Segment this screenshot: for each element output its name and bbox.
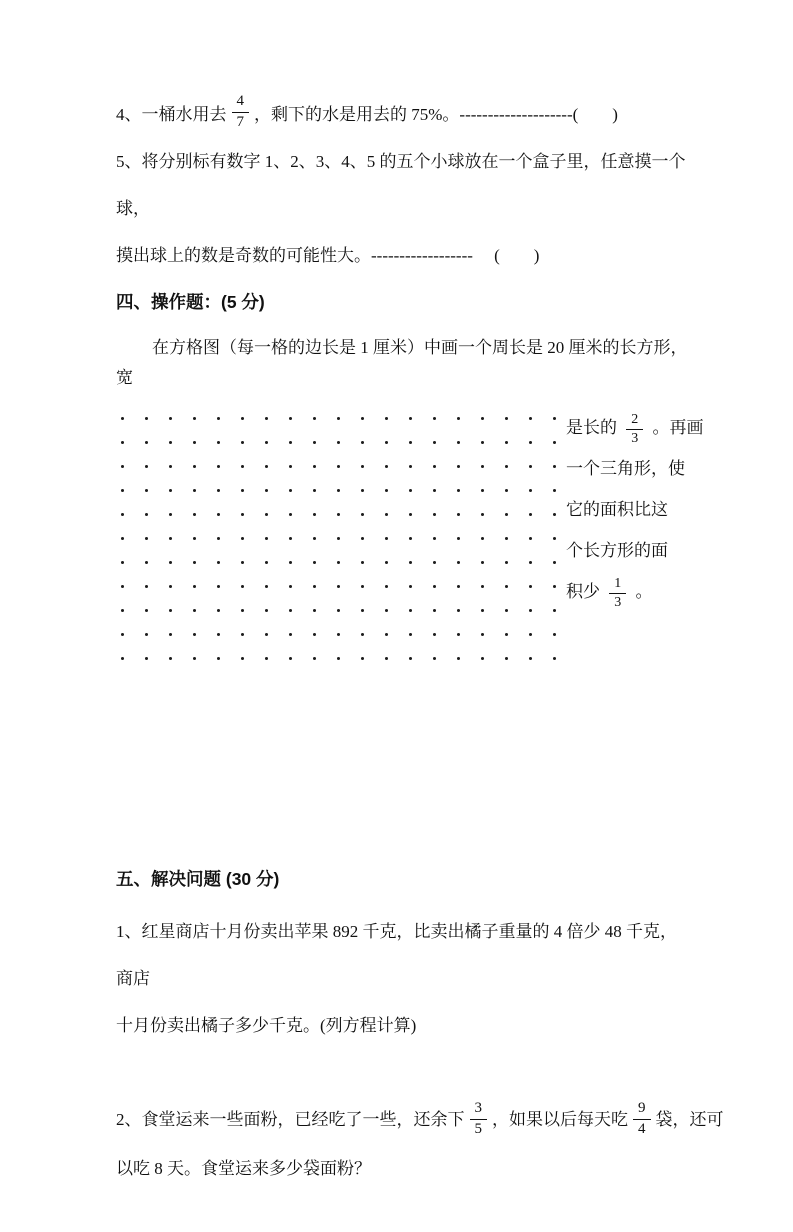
grid-dot bbox=[265, 633, 268, 636]
grid-dot bbox=[409, 609, 412, 612]
dot-grid bbox=[121, 417, 556, 660]
grid-dot bbox=[241, 585, 244, 588]
grid-dot bbox=[145, 489, 148, 492]
grid-dot bbox=[121, 609, 124, 612]
grid-dot bbox=[409, 417, 412, 420]
grid-dot bbox=[481, 585, 484, 588]
grid-dot bbox=[457, 561, 460, 564]
grid-dot bbox=[433, 657, 436, 660]
fraction-numerator: 9 bbox=[633, 1100, 651, 1119]
grid-dot bbox=[337, 417, 340, 420]
grid-dot bbox=[529, 609, 532, 612]
grid-dot bbox=[409, 633, 412, 636]
operation-area bbox=[116, 411, 704, 660]
grid-dot bbox=[241, 441, 244, 444]
grid-dot bbox=[457, 441, 460, 444]
grid-dot bbox=[385, 657, 388, 660]
grid-dot bbox=[217, 417, 220, 420]
grid-dot bbox=[529, 537, 532, 540]
grid-dot bbox=[529, 585, 532, 588]
question-4-text-post: ，剩下的水是用去的 75%。--------------------( ) bbox=[254, 104, 618, 124]
grid-dot bbox=[361, 633, 364, 636]
grid-dot bbox=[433, 609, 436, 612]
grid-dot bbox=[457, 489, 460, 492]
grid-dot bbox=[289, 609, 292, 612]
question-4-text-pre: 4、一桶水用去 bbox=[116, 104, 227, 124]
grid-dot bbox=[481, 537, 484, 540]
grid-dot bbox=[289, 417, 292, 420]
section-4-heading: 四、操作题：(5 分) bbox=[116, 292, 265, 312]
side-line-3: 它的面积比这 bbox=[566, 500, 668, 519]
grid-dot bbox=[337, 489, 340, 492]
problem-2-text-pre: 2、食堂运来一些面粉，已经吃了一些，还余下 bbox=[116, 1109, 465, 1129]
grid-dot bbox=[409, 513, 412, 516]
grid-dot bbox=[169, 609, 172, 612]
grid-dot bbox=[217, 489, 220, 492]
grid-dot bbox=[433, 465, 436, 468]
grid-dot bbox=[529, 441, 532, 444]
grid-dot bbox=[289, 537, 292, 540]
grid-dot bbox=[433, 585, 436, 588]
grid-dot bbox=[145, 513, 148, 516]
grid-dot bbox=[337, 561, 340, 564]
grid-dot bbox=[193, 537, 196, 540]
grid-dot bbox=[217, 657, 220, 660]
operation-side-text bbox=[566, 407, 704, 660]
grid-dot bbox=[121, 561, 124, 564]
grid-dot bbox=[553, 657, 556, 660]
grid-dot bbox=[121, 513, 124, 516]
grid-dot bbox=[169, 561, 172, 564]
grid-dot bbox=[337, 537, 340, 540]
grid-dot bbox=[265, 657, 268, 660]
grid-dot bbox=[145, 441, 148, 444]
grid-dot bbox=[121, 441, 124, 444]
grid-dot bbox=[433, 417, 436, 420]
grid-dot bbox=[505, 465, 508, 468]
fraction-denominator: 3 bbox=[631, 430, 639, 446]
grid-dot bbox=[121, 585, 124, 588]
problem-1-line-1: 1、红星商店十月份卖出苹果 892 千克，比卖出橘子重量的 4 倍少 48 千克，商店 bbox=[116, 922, 677, 988]
grid-dot bbox=[241, 657, 244, 660]
grid-dot bbox=[313, 609, 316, 612]
grid-dot bbox=[433, 441, 436, 444]
grid-dot bbox=[505, 657, 508, 660]
fraction-numerator: 3 bbox=[470, 1100, 488, 1119]
fraction-denominator: 7 bbox=[236, 113, 244, 130]
grid-dot bbox=[193, 465, 196, 468]
grid-dot bbox=[313, 657, 316, 660]
grid-dot bbox=[505, 537, 508, 540]
question-5 bbox=[116, 138, 693, 279]
grid-dot bbox=[529, 417, 532, 420]
fraction-9-4 bbox=[633, 1100, 651, 1138]
grid-dot bbox=[337, 465, 340, 468]
grid-dot bbox=[481, 561, 484, 564]
grid-dot bbox=[265, 585, 268, 588]
grid-dot bbox=[385, 513, 388, 516]
grid-dot bbox=[121, 489, 124, 492]
grid-dot bbox=[481, 513, 484, 516]
grid-dot bbox=[121, 417, 124, 420]
grid-dot bbox=[217, 585, 220, 588]
grid-dot bbox=[409, 537, 412, 540]
grid-dot bbox=[313, 441, 316, 444]
grid-dot bbox=[217, 561, 220, 564]
grid-dot bbox=[265, 465, 268, 468]
grid-dot bbox=[481, 609, 484, 612]
fraction-3-5 bbox=[470, 1100, 488, 1138]
grid-dot bbox=[337, 585, 340, 588]
grid-dot bbox=[121, 537, 124, 540]
grid-dot bbox=[385, 585, 388, 588]
fraction-denominator: 5 bbox=[474, 1120, 482, 1137]
question-5-line-2: 摸出球上的数是奇数的可能性大。------------------ ( ) bbox=[116, 246, 540, 265]
grid-dot bbox=[145, 537, 148, 540]
grid-dot bbox=[289, 465, 292, 468]
grid-dot bbox=[505, 633, 508, 636]
fraction-1-3 bbox=[609, 576, 626, 611]
grid-dot bbox=[457, 513, 460, 516]
grid-dot bbox=[505, 441, 508, 444]
grid-dot bbox=[289, 489, 292, 492]
grid-dot bbox=[241, 513, 244, 516]
grid-dot bbox=[145, 657, 148, 660]
grid-dot bbox=[409, 465, 412, 468]
grid-dot bbox=[529, 465, 532, 468]
grid-dot bbox=[505, 609, 508, 612]
grid-dot bbox=[289, 513, 292, 516]
problem-2 bbox=[116, 1093, 724, 1192]
grid-dot bbox=[553, 633, 556, 636]
grid-dot bbox=[361, 465, 364, 468]
grid-dot bbox=[361, 489, 364, 492]
grid-dot bbox=[241, 537, 244, 540]
grid-dot bbox=[169, 585, 172, 588]
grid-dot bbox=[313, 417, 316, 420]
grid-dot bbox=[433, 513, 436, 516]
grid-dot bbox=[121, 657, 124, 660]
question-4 bbox=[116, 86, 693, 138]
grid-dot bbox=[361, 609, 364, 612]
grid-dot bbox=[361, 585, 364, 588]
grid-dot bbox=[361, 441, 364, 444]
grid-dot bbox=[505, 417, 508, 420]
fraction-numerator: 4 bbox=[232, 93, 250, 112]
grid-dot bbox=[145, 561, 148, 564]
grid-dot bbox=[169, 537, 172, 540]
grid-dot bbox=[193, 441, 196, 444]
grid-dot bbox=[193, 489, 196, 492]
grid-dot bbox=[457, 657, 460, 660]
grid-dot bbox=[265, 609, 268, 612]
grid-dot bbox=[241, 609, 244, 612]
grid-dot bbox=[385, 537, 388, 540]
grid-dot bbox=[553, 489, 556, 492]
operation-intro: 在方格图（每一格的边长是 1 厘米）中画一个周长是 20 厘米的长方形，宽 bbox=[116, 338, 688, 387]
grid-dot bbox=[481, 489, 484, 492]
grid-dot bbox=[553, 417, 556, 420]
grid-dot bbox=[241, 633, 244, 636]
grid-dot bbox=[217, 633, 220, 636]
grid-dot bbox=[241, 561, 244, 564]
grid-dot bbox=[313, 513, 316, 516]
section-5-heading: 五、解决问题 (30 分) bbox=[116, 869, 280, 889]
grid-dot bbox=[169, 441, 172, 444]
grid-dot bbox=[361, 657, 364, 660]
grid-dot bbox=[385, 417, 388, 420]
grid-dot bbox=[145, 609, 148, 612]
grid-dot bbox=[145, 585, 148, 588]
fraction-denominator: 4 bbox=[638, 1120, 646, 1137]
grid-dot bbox=[193, 513, 196, 516]
grid-dot bbox=[385, 465, 388, 468]
fraction-numerator: 1 bbox=[609, 576, 626, 594]
grid-dot bbox=[217, 537, 220, 540]
grid-dot bbox=[457, 417, 460, 420]
side-line-4: 个长方形的面 bbox=[566, 541, 668, 560]
grid-dot bbox=[457, 537, 460, 540]
grid-dot bbox=[265, 441, 268, 444]
grid-dot bbox=[433, 489, 436, 492]
grid-dot bbox=[529, 513, 532, 516]
grid-dot bbox=[265, 417, 268, 420]
grid-dot bbox=[145, 465, 148, 468]
grid-dot bbox=[121, 465, 124, 468]
grid-dot bbox=[457, 633, 460, 636]
fraction-2-3 bbox=[626, 412, 643, 447]
grid-dot bbox=[169, 633, 172, 636]
side-line-5-post: 。 bbox=[635, 582, 653, 601]
grid-dot bbox=[169, 657, 172, 660]
grid-dot bbox=[529, 489, 532, 492]
grid-dot bbox=[505, 489, 508, 492]
grid-dot bbox=[553, 441, 556, 444]
grid-dot bbox=[457, 609, 460, 612]
grid-dot bbox=[481, 417, 484, 420]
grid-dot bbox=[193, 633, 196, 636]
grid-dot bbox=[409, 561, 412, 564]
grid-dot bbox=[553, 561, 556, 564]
grid-dot bbox=[409, 585, 412, 588]
grid-dot bbox=[553, 537, 556, 540]
grid-dot bbox=[265, 489, 268, 492]
grid-dot bbox=[289, 585, 292, 588]
problem-2-text-post: 袋，还可 bbox=[655, 1109, 724, 1129]
grid-dot bbox=[433, 537, 436, 540]
grid-dot bbox=[337, 441, 340, 444]
grid-dot bbox=[121, 633, 124, 636]
problem-2-line-2: 以吃 8 天。食堂运来多少袋面粉？ bbox=[116, 1159, 371, 1178]
grid-dot bbox=[169, 417, 172, 420]
fraction-4-7 bbox=[232, 93, 250, 131]
grid-dot bbox=[265, 561, 268, 564]
grid-dot bbox=[433, 633, 436, 636]
grid-dot bbox=[409, 441, 412, 444]
grid-dot bbox=[289, 633, 292, 636]
grid-dot bbox=[217, 441, 220, 444]
side-line-5 bbox=[566, 571, 704, 612]
grid-dot bbox=[265, 513, 268, 516]
grid-dot bbox=[217, 513, 220, 516]
grid-dot bbox=[361, 537, 364, 540]
grid-dot bbox=[481, 657, 484, 660]
grid-dot bbox=[553, 609, 556, 612]
grid-dot bbox=[361, 513, 364, 516]
grid-dot bbox=[553, 585, 556, 588]
grid-dot bbox=[241, 417, 244, 420]
side-line-1-post: 。再画 bbox=[652, 418, 704, 437]
side-line-1 bbox=[566, 407, 704, 448]
grid-dot bbox=[385, 441, 388, 444]
grid-dot bbox=[241, 489, 244, 492]
grid-dot bbox=[385, 633, 388, 636]
grid-dot bbox=[361, 561, 364, 564]
grid-dot bbox=[385, 609, 388, 612]
grid-dot bbox=[529, 633, 532, 636]
side-line-5-pre: 积少 bbox=[566, 582, 600, 601]
grid-dot bbox=[481, 441, 484, 444]
grid-dot bbox=[313, 465, 316, 468]
grid-dot bbox=[313, 633, 316, 636]
problem-1 bbox=[116, 908, 693, 1049]
grid-dot bbox=[193, 417, 196, 420]
problem-1-line-2: 十月份卖出橘子多少千克。(列方程计算) bbox=[116, 1016, 417, 1035]
grid-dot bbox=[145, 633, 148, 636]
fraction-denominator: 3 bbox=[614, 594, 622, 610]
grid-dot bbox=[505, 513, 508, 516]
question-5-line-1: 5、将分别标有数字 1、2、3、4、5 的五个小球放在一个盒子里，任意摸一个球， bbox=[116, 152, 686, 218]
grid-dot bbox=[481, 633, 484, 636]
grid-dot bbox=[361, 417, 364, 420]
grid-dot bbox=[409, 489, 412, 492]
grid-dot bbox=[313, 585, 316, 588]
grid-dot bbox=[289, 561, 292, 564]
grid-dot bbox=[385, 561, 388, 564]
grid-dot bbox=[337, 513, 340, 516]
grid-dot bbox=[217, 465, 220, 468]
grid-dot bbox=[217, 609, 220, 612]
grid-dot bbox=[385, 489, 388, 492]
grid-dot bbox=[169, 465, 172, 468]
grid-dot bbox=[289, 657, 292, 660]
grid-dot bbox=[169, 513, 172, 516]
grid-dot bbox=[145, 417, 148, 420]
grid-dot bbox=[193, 657, 196, 660]
grid-dot bbox=[313, 489, 316, 492]
fraction-numerator: 2 bbox=[626, 412, 643, 430]
grid-dot bbox=[337, 609, 340, 612]
problem-2-line-1 bbox=[116, 1093, 724, 1145]
grid-dot bbox=[529, 561, 532, 564]
grid-dot bbox=[337, 633, 340, 636]
grid-dot bbox=[553, 465, 556, 468]
grid-dot bbox=[193, 585, 196, 588]
grid-dot bbox=[457, 585, 460, 588]
grid-dot bbox=[505, 561, 508, 564]
grid-dot bbox=[169, 489, 172, 492]
grid-dot bbox=[289, 441, 292, 444]
grid-dot bbox=[457, 465, 460, 468]
grid-dot bbox=[529, 657, 532, 660]
grid-dot bbox=[409, 657, 412, 660]
grid-dot bbox=[193, 609, 196, 612]
grid-dot bbox=[193, 561, 196, 564]
problem-2-text-mid: ，如果以后每天吃 bbox=[492, 1109, 628, 1129]
grid-dot bbox=[313, 537, 316, 540]
grid-dot bbox=[241, 465, 244, 468]
grid-dot bbox=[313, 561, 316, 564]
grid-dot bbox=[481, 465, 484, 468]
grid-dot bbox=[337, 657, 340, 660]
side-line-2: 一个三角形，使 bbox=[566, 459, 685, 478]
grid-dot bbox=[505, 585, 508, 588]
side-line-1-pre: 是长的 bbox=[566, 418, 617, 437]
grid-dot bbox=[265, 537, 268, 540]
grid-dot bbox=[553, 513, 556, 516]
grid-dot bbox=[433, 561, 436, 564]
